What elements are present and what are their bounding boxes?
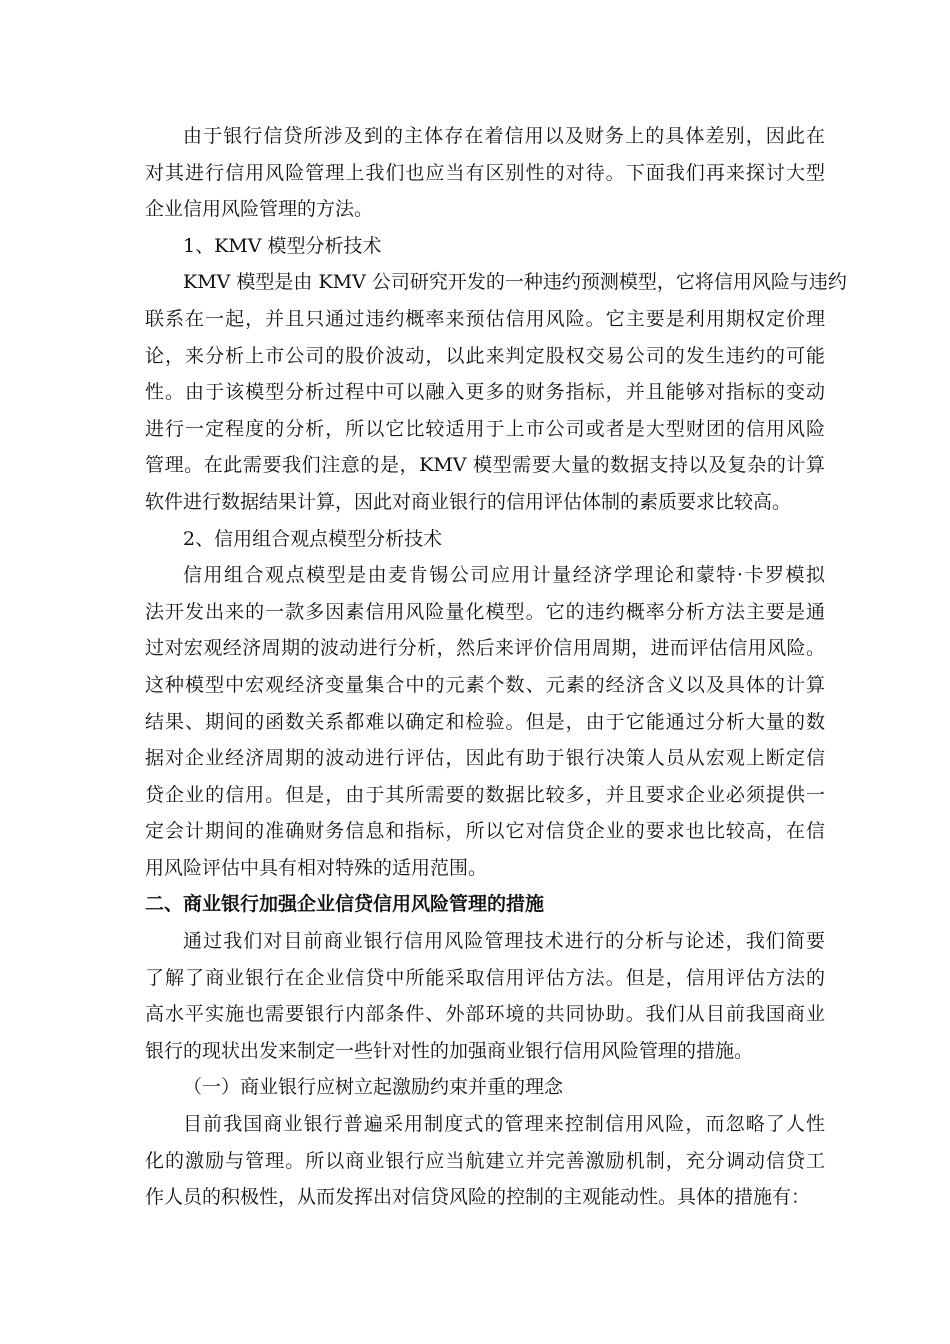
paragraph-measures-intro — [145, 923, 825, 1069]
text-line: 定会计期间的准确财务信息和指标，所以它对信贷企业的要求也比较高，在信 — [145, 820, 825, 843]
text-line: 通过我们对目前商业银行信用风险管理技术进行的分析与论述，我们简要 — [183, 930, 825, 953]
text-line: 进行一定程度的分析，所以它比较适用于上市公司或者是大型财团的信用风险 — [145, 417, 825, 440]
text-line: KMV 模型是由 KMV 公司研究开发的一种违约预测模型，它将信用风险与违约 — [183, 271, 847, 294]
text-line: 论，来分析上市公司的股价波动，以此来判定股权交易公司的发生违约的可能 — [145, 344, 825, 367]
subheading-credit-portfolio — [145, 521, 825, 558]
text-line: 贷企业的信用。但是，由于其所需要的数据比较多，并且要求企业必须提供一 — [145, 783, 825, 806]
heading-section-two — [145, 886, 825, 923]
text-line: 据对企业经济周期的波动进行评估，因此有助于银行决策人员从宏观上断定信 — [145, 747, 825, 770]
section-subheading: 1、KMV 模型分析技术 — [183, 234, 382, 257]
text-line: 银行的现状出发来制定一些针对性的加强商业银行信用风险管理的措施。 — [145, 1039, 754, 1062]
text-line: 了解了商业银行在企业信贷中所能采取信用评估方法。但是，信用评估方法的 — [145, 966, 825, 989]
subheading-kmv — [145, 228, 825, 265]
text-line: 管理。在此需要我们注意的是，KMV 模型需要大量的数据支持以及复杂的计算 — [145, 454, 825, 477]
text-line: 联系在一起，并且只通过违约概率来预估信用风险。它主要是利用期权定价理 — [145, 307, 825, 330]
subheading-incentive — [145, 1069, 825, 1106]
section-subheading: 2、信用组合观点模型分析技术 — [183, 527, 443, 550]
paragraph-credit-portfolio — [145, 557, 825, 886]
text-line: 目前我国商业银行普遍采用制度式的管理来控制信用风险，而忽略了人性 — [183, 1113, 825, 1136]
text-line: 企业信用风险管理的方法。 — [145, 198, 374, 221]
text-line: 高水平实施也需要银行内部条件、外部环境的共同协助。我们从目前我国商业 — [145, 1003, 825, 1026]
text-line: 用风险评估中具有相对特殊的适用范围。 — [145, 856, 488, 879]
section-heading: 二、商业银行加强企业信贷信用风险管理的措施 — [145, 893, 545, 916]
text-line: 软件进行数据结果计算，因此对商业银行的信用评估体制的素质要求比较高。 — [145, 490, 792, 513]
text-line: 过对宏观经济周期的波动进行分析，然后来评价信用周期，进而评估信用风险。 — [145, 637, 825, 660]
paragraph-kmv — [145, 264, 847, 520]
text-line: 由于银行信贷所涉及到的主体存在着信用以及财务上的具体差别，因此在 — [183, 125, 825, 147]
text-line: 化的激励与管理。所以商业银行应当航建立并完善激励机制，充分调动信贷工 — [145, 1149, 825, 1172]
text-line: 这种模型中宏观经济变量集合中的元素个数、元素的经济含义以及具体的计算 — [145, 673, 825, 696]
text-line: 作人员的积极性，从而发挥出对信贷风险的控制的主观能动性。具体的措施有： — [145, 1186, 811, 1209]
text-line: 法开发出来的一款多因素信用风险量化模型。它的违约概率分析方法主要是通 — [145, 600, 825, 623]
text-line: 对其进行信用风险管理上我们也应当有区别性的对待。下面我们再来探讨大型 — [145, 161, 825, 184]
section-subheading: （一）商业银行应树立起激励约束并重的理念 — [183, 1076, 564, 1099]
text-line: 信用组合观点模型是由麦肯锡公司应用计量经济学理论和蒙特·卡罗模拟 — [183, 564, 825, 587]
text-line: 性。由于该模型分析过程中可以融入更多的财务指标，并且能够对指标的变动 — [145, 381, 825, 404]
paragraph-incentive — [145, 1106, 825, 1216]
document-page — [145, 118, 847, 1216]
paragraph-intro — [145, 118, 825, 228]
text-line: 结果、期间的函数关系都难以确定和检验。但是，由于它能通过分析大量的数 — [145, 710, 825, 733]
